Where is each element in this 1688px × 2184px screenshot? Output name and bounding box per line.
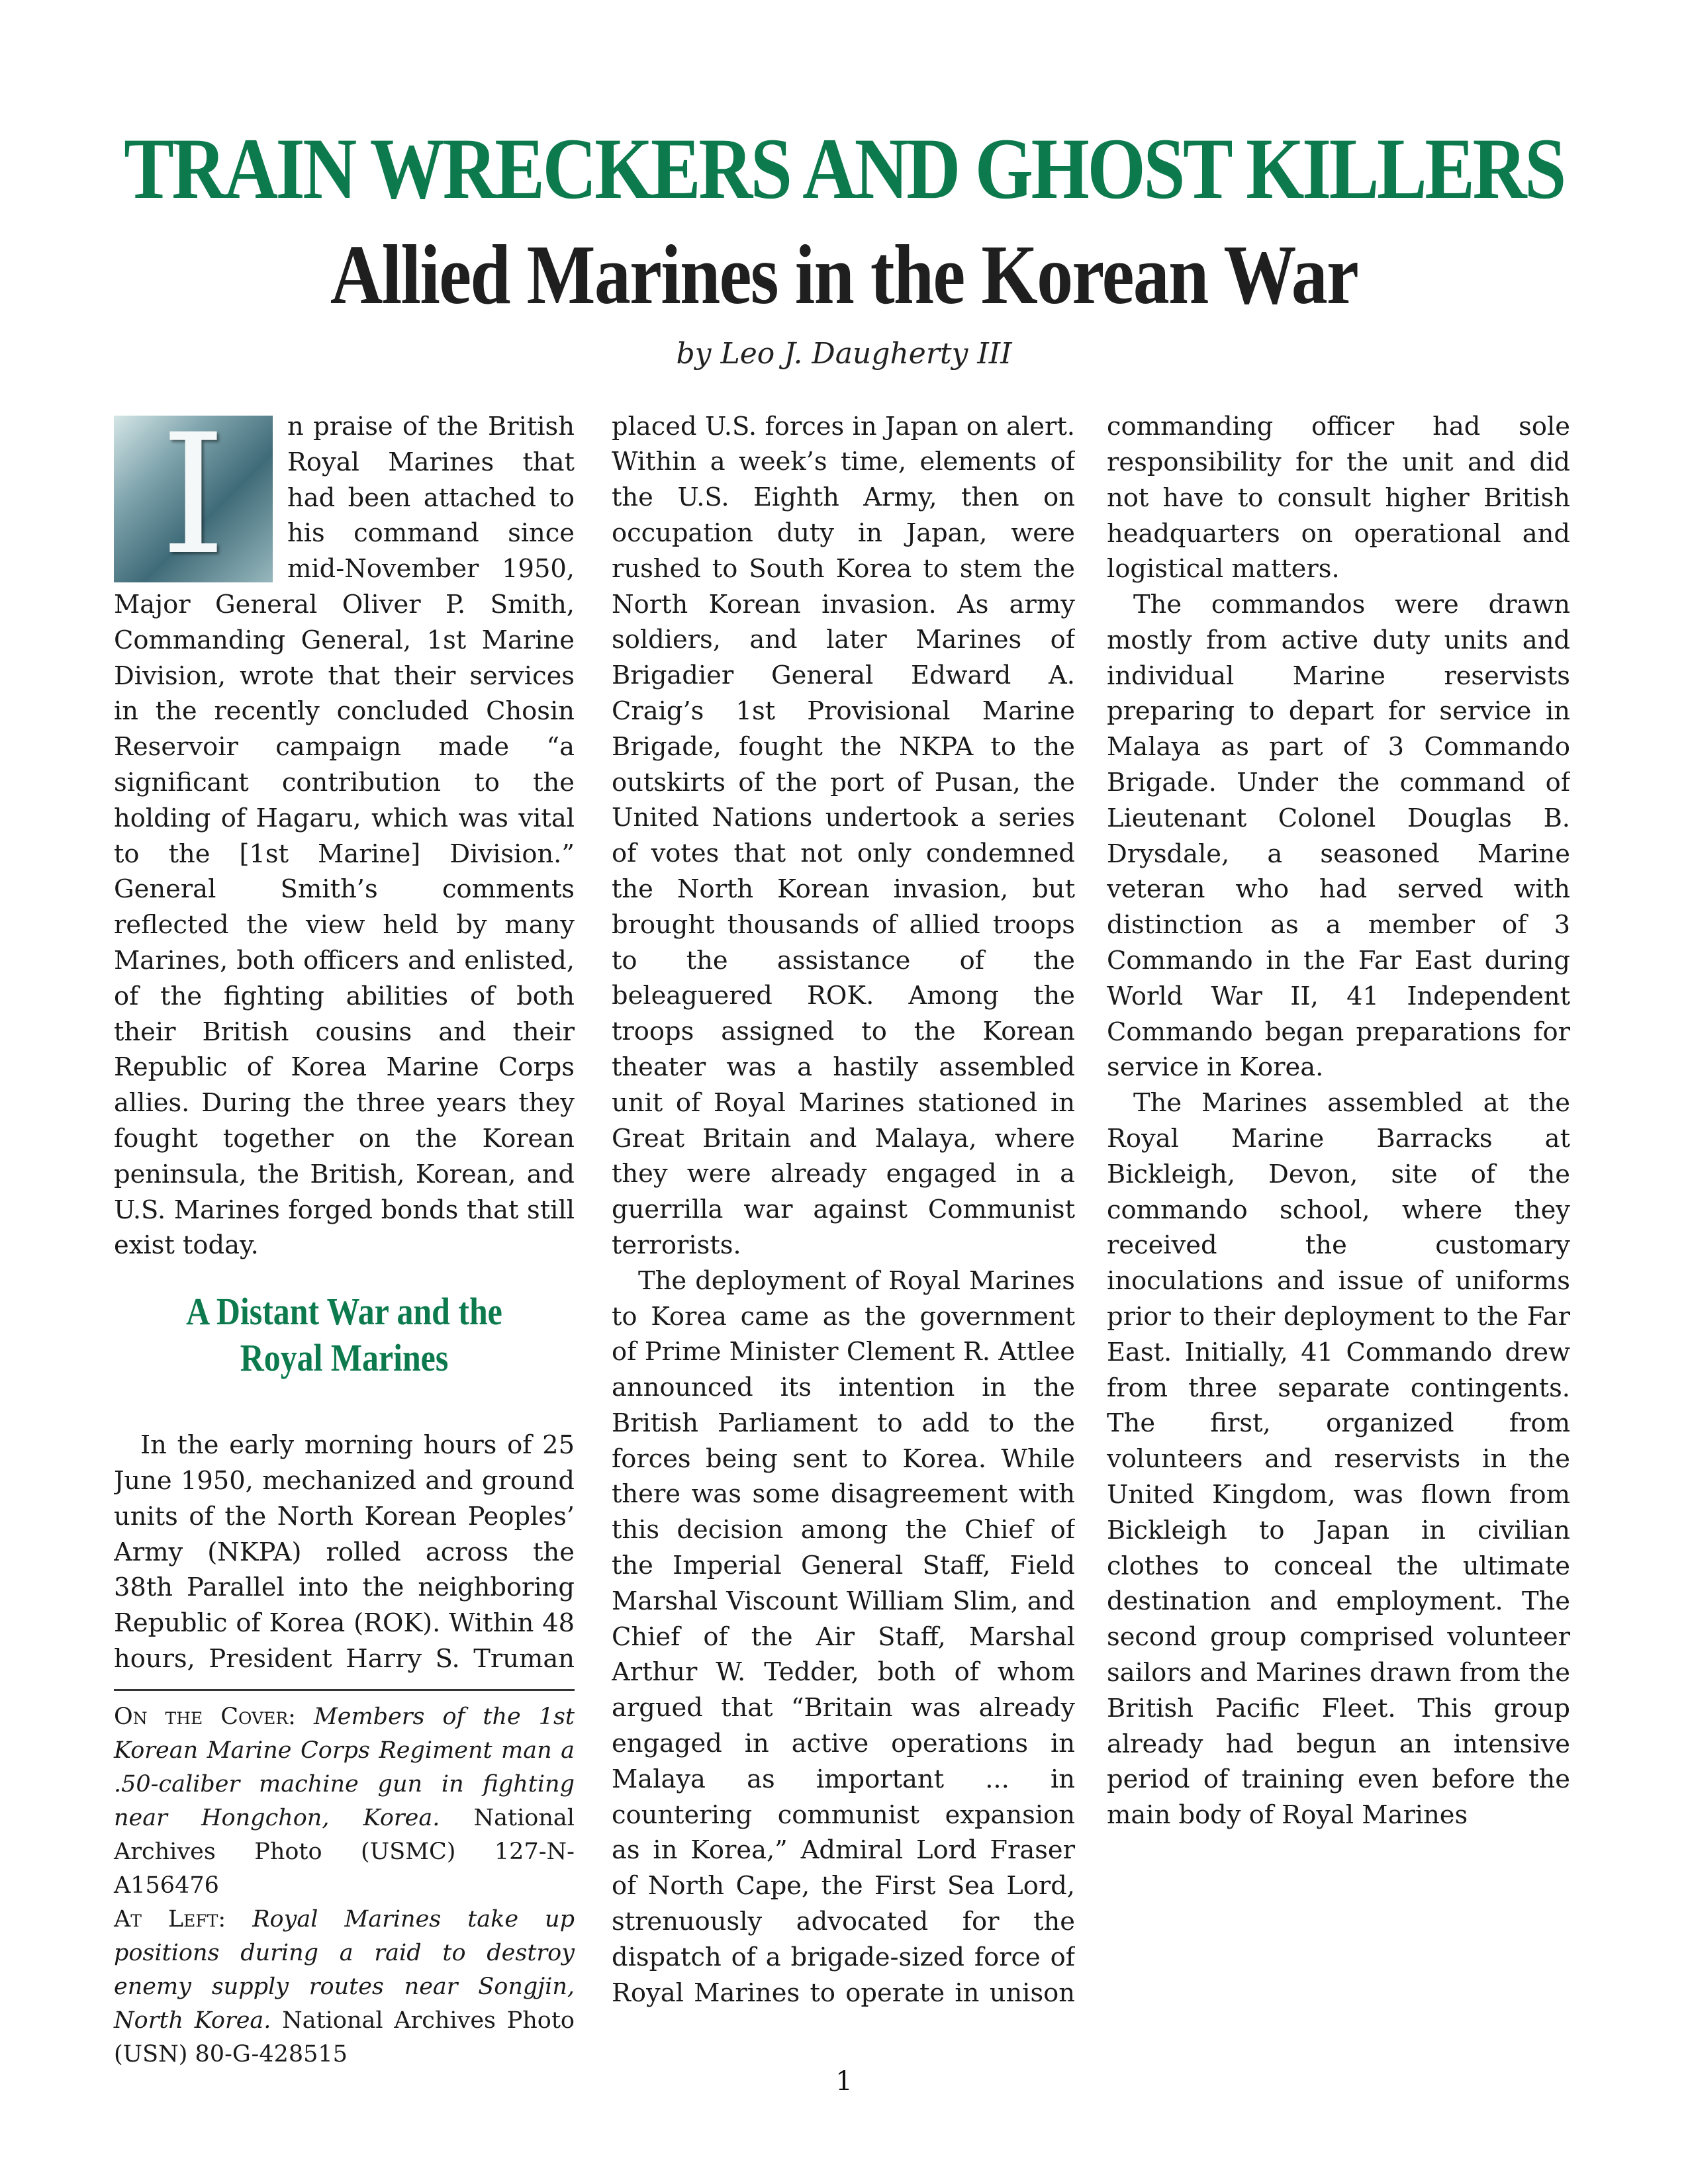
column-1 — [114, 398, 575, 2071]
body-paragraph-3 — [612, 1263, 1075, 2011]
left-caption-label: At Left: — [114, 1906, 226, 1933]
left-caption — [114, 1903, 575, 2071]
section-heading-line-2: Royal Marines — [240, 1336, 449, 1380]
photo-captions — [114, 1700, 575, 2071]
section-heading-line-1: A Distant War and the — [186, 1290, 502, 1334]
body-paragraph-3-text: The deployment of Royal Marines to Korea came as the government of Prime Minister Clement R. Attlee announced its intention in the British Parliament to add to the forces being sent to Korea. While there was some disagreement with this decision among the Chief of the Imperial General Staff, Field Marshal Viscount William Slim, and Chief of the Air Staff, Marshal Arthur W. Tedder, both of whom argued that “Britain was already engaged in active operations in Malaya as important ... in countering communist expansion as in Korea,” Admiral Lord Fraser of North Cape, the First Sea Lord, strenuously advocated for the dispatch of a brigade-sized force of Royal Marines to operate in unison — [612, 1265, 1075, 2008]
section-heading — [146, 1289, 543, 1381]
cover-caption-label: On the Cover: — [114, 1704, 296, 1731]
opening-paragraph-text: n praise of the British Royal Marines that had been attached to his command since mid-November 1950, Major General Oliver P. Smith, Commanding General, 1st Marine Division, wrote that their services in the recently concluded Chosin Reservoir campaign made “a significant contribution to the holding of Hagaru, which was vital to the [1st Marine] Division.” General Smith’s comments reflected the view held by many Marines, both officers and enlisted, of the fighting abilities of both their British cousins and their Republic of Korea Marine Corps allies. During the three years they fought together on the Korean peninsula, the British, Korean, and U.S. Marines forged bonds that still exist today. — [114, 412, 575, 1261]
caption-divider — [114, 1689, 575, 1691]
column-2-flow — [612, 409, 1075, 2011]
body-paragraph-5 — [1107, 1085, 1570, 1833]
left-caption-credit: National Archives Photo (USN) 80-G-428515 — [114, 2007, 575, 2068]
article-byline: by Leo J. Daugherty III — [676, 337, 1012, 371]
column-3-body-flow — [1107, 409, 1570, 1833]
body-paragraph-3-tail-text: commanding officer had sole responsibility for the unit and did not have to consult higher British headquarters on operational and logistical matters. — [1107, 412, 1570, 584]
drop-cap-letter: I — [160, 398, 226, 591]
body-paragraph-4 — [1107, 587, 1570, 1085]
column-3-body — [1107, 409, 1570, 2011]
drop-cap — [114, 398, 273, 591]
opening-paragraph — [114, 398, 575, 1263]
body-paragraph-4-text: The commandos were drawn mostly from active duty units and individual Marine reservists preparing to depart for service in Malaya as part of 3 Commando Brigade. Under the command of Lieutenant Colonel Douglas B. Drysdale, a seasoned Marine veteran who had served with distinction as a member of 3 Commando in the Far East during World War II, 41 Independent Commando began preparations for service in Korea. — [1107, 590, 1570, 1083]
body-paragraph-5-text: The Marines assembled at the Royal Marine Barracks at Bickleigh, Devon, site of the commando school, where they received the customary inoculations and issue of uniforms prior to their deployment to the Far East. Initially, 41 Commando drew from three separate contingents. The first, organized from volunteers and reservists in the United Kingdom, was flown from Bickleigh to Japan in civilian clothes to conceal the ultimate destination and employment. The second group comprised volunteer sailors and Marines drawn from the British Pacific Fleet. This group already had begun an intensive period of training even before the main body of Royal Marines — [1107, 1088, 1570, 1831]
body-paragraph-2-continued-text: placed U.S. forces in Japan on alert. Within a week’s time, elements of the U.S. Eighth Army, then on occupation duty in Japan, were rushed to South Korea to stem the North Korean invasion. As army soldiers, and later Marines of Brigadier General Edward A. Craig’s 1st Provisional Marine Brigade, fought the NKPA to the outskirts of the port of Pusan, the United Nations undertook a series of votes that not only condemned the North Korean invasion, but brought thousands of allied troops to the assistance of the beleaguered ROK. Among the troops assigned to the Korean theater was a hastily assembled unit of Royal Marines stationed in Great Britain and Malaya, where they were already engaged in a guerrilla war against Communist terrorists. — [612, 411, 1075, 1260]
article-title: TRAIN WRECKERS AND GHOST KILLERS — [124, 120, 1564, 217]
body-paragraph-2 — [114, 1428, 575, 1677]
left-caption-text: Royal Marines take up positions during a raid to destroy enemy supply routes near Songjin, North Korea. — [114, 1906, 575, 2034]
body-paragraph-3-tail — [1107, 409, 1570, 587]
body-paragraph-2-continued — [612, 409, 1075, 1263]
body-paragraph-2-text: In the early morning hours of 25 June 1950, mechanized and ground units of the North Korean Peoples’ Army (NKPA) rolled across the 38th Parallel into the neighboring Republic of Korea (ROK). Within 48 hours, President Harry S. Truman — [114, 1430, 575, 1674]
page-number: 1 — [835, 2066, 853, 2097]
article-subtitle: Allied Marines in the Korean War — [330, 228, 1358, 322]
column-2 — [612, 409, 1075, 2011]
cover-caption-credit: National Archives Photo (USMC) 127-N-A156476 — [114, 1805, 575, 1899]
cover-caption-text: Members of the 1st Korean Marine Corps Regiment man a .50-caliber machine gun in fighting near Hongchon, Korea. — [114, 1704, 575, 1832]
cover-caption — [114, 1700, 575, 1903]
